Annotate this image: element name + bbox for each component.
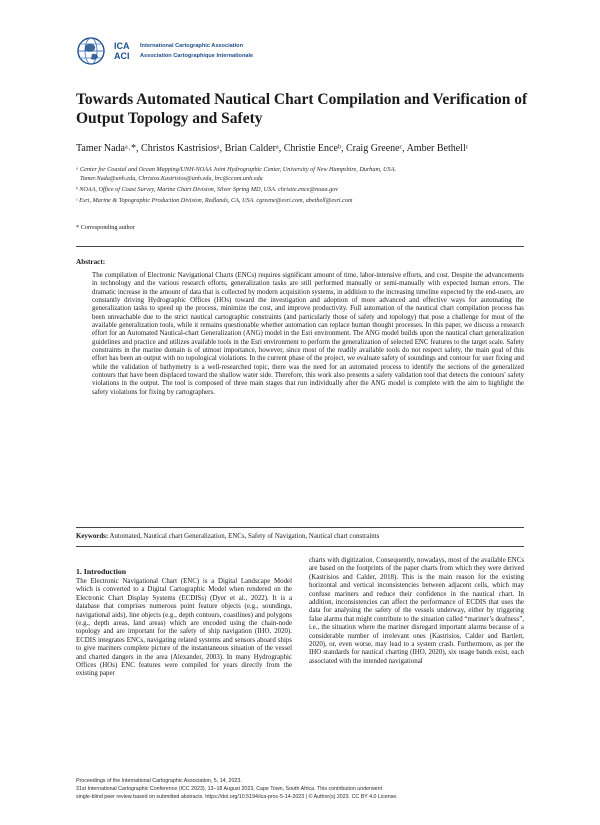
footer-line-3: single-blind peer review based on submitted abstracts. https://doi.org/10.5194/ica-proc-5-14-2023 | © Author(s) 2023. CC BY 4.0 License. — [76, 794, 398, 801]
paper-title: Towards Automated Nautical Chart Compilation and Verification of Output Topology and Safety — [76, 91, 528, 127]
corresponding-author-note: * Corresponding author — [76, 224, 135, 231]
abstract-heading: Abstract: — [76, 258, 106, 266]
affiliation-a-line2: Tamer.Nada@unh.edu, Christos.Kastrisios@unh.edu, brc@ccom.unh.edu — [80, 175, 263, 182]
ica-logo — [76, 34, 276, 68]
affiliation-b: ᵇ NOAA, Office of Coast Survey, Marine Chart Division, Silver Spring MD, USA. christie.ence@noaa.gov — [76, 186, 339, 193]
divider-body — [76, 546, 524, 547]
affiliation-a-line1: ᵃ Center for Coastal and Ocean Mapping/UNH-NOAA Joint Hydrographic Center, University of New Hampshire, Durham, USA. — [76, 166, 396, 173]
divider-keywords — [76, 527, 524, 528]
keywords-text: Automated, Nautical chart Generalization, ENCs, Safety of Navigation, Nautical chart constraints — [108, 533, 380, 540]
footer-line-1: Proceedings of the International Cartographic Association, 5, 14, 2023. — [76, 778, 242, 784]
keywords-label: Keywords: — [76, 533, 109, 540]
abstract-body: The compilation of Electronic Navigational Charts (ENCs) requires significant amount of time, labor-intensive efforts, and cost. Despite the advancements in technology and the various research efforts, generalization tasks are still performed manually or semi-manually with expected human errors. The dramatic increase in the amount of data that is collected by modern acquisition systems, in addition to the increasing timeline expected by the end-users, are constantly driving Hydrographic Offices (HOs) toward the investigation and adoption of more advanced and effective ways for automating the generalization tasks to speed up the process, minimize the cost, and improve productivity. Full automation of the nautical chart compilation process has been unreachable due to the strict nautical cartographic constraints (and particularly those of safety and topology) that pose a challenge for most of the available generalization tools, while it remains questionable whether automation can replace human thought processes. In this paper, we discuss a research effort for an Automated Nautical-chart Generalization (ANG) model in the Esri environment. The ANG model builds upon the nautical chart generalization guidelines and practice and utilizes available tools in the Esri environment to perform the generalization of selected ENC features to the target scale. Safety constraints in the marine domain is of utmost importance, however, since most of the readily available tools do not respect safety, the main goal of this effort has been an output with no topological violations. In the current phase of the project, we evaluate safety of soundings and contour for user fixing and while the validation of bathymetry is a well-researched topic, there was the need for an automated process to identify the sections of the generalized contours that have been displaced toward the shallow water side. Therefore, this work also presents a safety validation tool that detects the contours' safety violations in the output. The tool is composed of three main stages that run individually after the ANG model is complete with the aim to highlight the safety violations for fixing by cartographers. — [92, 272, 524, 396]
page-footer — [76, 777, 546, 802]
body-column-right: charts with digitization. Consequently, nowadays, most of the available ENCs are based on the footprints of the paper charts from which they were derived (Kastrisios and Calder, 2018). This is the main reason for the existing horizontal and vertical inconsistencies between adjacent cells, which may confuse mariners and reduce their confidence in the nautical chart. In addition, inconsistencies can affect the performance of ECDIS that uses the data for analysing the safety of the vessels underway, either by triggering false alarms that might contribute to the situation called “mariner’s deafness”, i.e., the situation where the mariner disregard important alarms because of a considerable number of irrelevant ones (Kastrisios, Calder and Bartlett, 2020), or, even worse, may lead to a system crash. Furthermore, as per the IHO standards for nautical charting (IHO, 2020), six usage bands exist, each associated with the intended navigational — [309, 557, 524, 665]
globe-icon — [76, 34, 112, 68]
section-heading-introduction: 1. Introduction — [76, 567, 127, 576]
body-column-left: The Electronic Navigational Chart (ENC) is a Digital Landscape Model which is converted to a Digital Cartographic Model when rendered on the Electronic Chart Display Systems (ECDISs) (Dyer et al., 2022). It is a database that comprises numerous point feature objects (e.g., soundings, navigational aids), line objects (e.g., depth contours, coastlines) and polygons (e.g., depth areas, land areas) which are encoded using the chain-node topology and are important for the safety of ship navigation (IHO, 2020). ECDIS integrates ENCs, navigating related systems and sensors aboard ships to give mariners complete picture of the instantaneous situation of the vessel and charted dangers in the area (Alexander, 2003). In many Hydrographic Offices (HOs) ENC features were compiled for years directly from the existing paper — [76, 578, 292, 678]
logo-acronym-bottom: ACI — [114, 51, 130, 61]
logo-acronym-top: ICA — [114, 41, 130, 51]
affiliation-c: ᶜ Esri, Marine & Topographic Production Division, Redlands, CA, USA. cgreene@esri.com, abethell@esri.com — [76, 197, 353, 204]
logo-name-en: International Cartographic Association — [140, 42, 243, 49]
author-list: Tamer Nadaᵃ˒*, Christos Kastrisiosᵃ, Brian Calderᵃ, Christie Enceᵇ, Craig Greeneᶜ, Amber Bethellᶜ — [76, 143, 469, 154]
divider-top — [76, 246, 524, 247]
logo-name-fr: Association Cartographique Internationale — [140, 52, 254, 59]
keywords-line — [76, 533, 524, 541]
footer-line-2: 31st International Cartographic Conference (ICC 2023), 13–18 August 2023, Cape Town, South Africa. This contribution underwent — [76, 786, 383, 793]
